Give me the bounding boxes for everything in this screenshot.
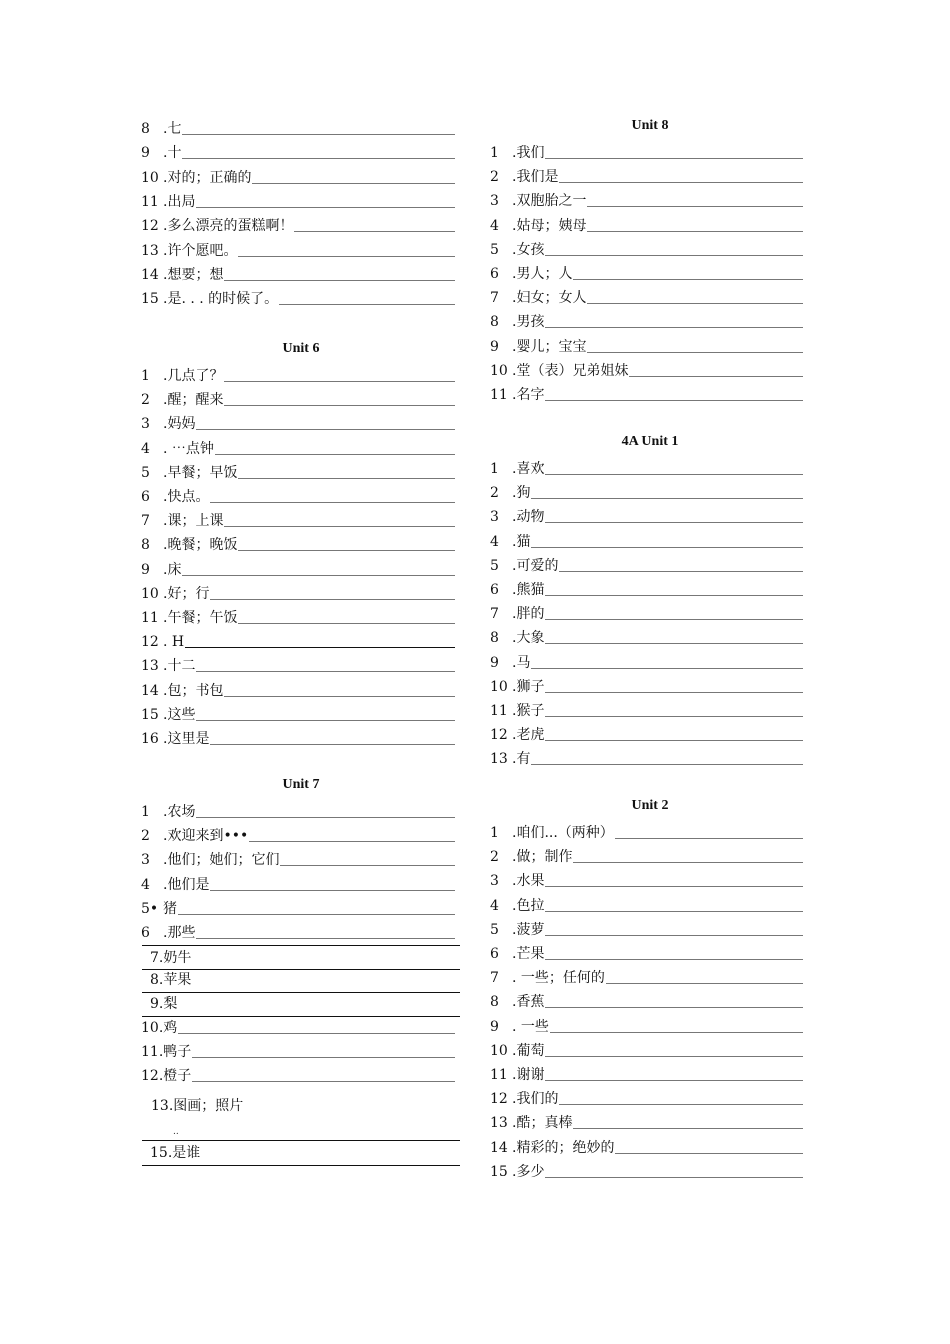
item-word: .堂（表）兄弟姐妹 — [512, 362, 629, 379]
item-number: 3 — [490, 193, 499, 210]
answer-line[interactable] — [182, 575, 455, 576]
unit8-title: Unit 8 — [631, 118, 669, 133]
item-number: 13 — [141, 242, 159, 259]
answer-line[interactable] — [545, 1177, 803, 1178]
list-item — [490, 190, 803, 210]
answer-line[interactable] — [178, 914, 455, 915]
answer-line[interactable] — [279, 304, 455, 305]
list-item — [490, 943, 803, 963]
item-word: .咱们...（两种） — [512, 825, 614, 841]
answer-line[interactable] — [559, 1104, 803, 1105]
list-item — [490, 1137, 803, 1157]
item-number: 3 — [141, 852, 150, 869]
item-number: 4 — [490, 897, 499, 914]
list-item — [490, 482, 803, 502]
list-item — [490, 967, 803, 987]
answer-line[interactable] — [196, 671, 455, 672]
answer-line[interactable] — [545, 886, 803, 887]
item-number: 1 — [490, 145, 499, 161]
answer-line[interactable] — [182, 158, 455, 159]
item-word: .菠萝 — [512, 921, 545, 938]
item-number: 11 — [490, 387, 508, 403]
item-number: 1 — [490, 461, 499, 477]
item-number: 2 — [490, 169, 499, 186]
answer-line[interactable] — [280, 865, 455, 866]
item-number: 5 — [490, 557, 499, 574]
item-word: .午餐；午饭 — [163, 610, 238, 626]
item-number: 7 — [141, 513, 150, 530]
list-item — [490, 1064, 803, 1084]
list-item — [490, 311, 803, 331]
list-item — [141, 142, 455, 162]
item-number: 4 — [490, 533, 499, 550]
list-item — [490, 627, 803, 647]
item-word: .水果 — [512, 873, 545, 890]
item-number: 16 — [141, 731, 159, 747]
item-word: .酷；真棒 — [512, 1115, 573, 1132]
item-number: 4 — [141, 440, 150, 457]
list-item — [141, 438, 455, 458]
item-number: 8 — [141, 537, 150, 554]
item-word: .狗 — [512, 485, 531, 502]
item-number: 1 — [141, 804, 150, 820]
answer-line[interactable] — [249, 841, 455, 842]
item-word: .课；上课 — [163, 513, 224, 530]
answer-line[interactable] — [224, 405, 455, 406]
item-number: 11 — [490, 1067, 508, 1083]
item-number: 13 — [490, 751, 508, 768]
answer-line[interactable] — [182, 134, 455, 135]
item-word: .这些 — [163, 706, 196, 723]
answer-line[interactable] — [545, 619, 803, 620]
item-word: .马 — [512, 654, 531, 671]
item-number: 6 — [490, 946, 499, 962]
list-item: 13.图画；照片 — [151, 1098, 244, 1114]
item-word: .欢迎来到••• — [163, 828, 249, 845]
item-word: .十二 — [163, 658, 196, 675]
list-item: 11.鸭子 — [141, 1041, 455, 1061]
item-word: .双胞胎之一 — [512, 193, 587, 210]
item-number: 12 — [141, 218, 159, 235]
item-word: .猫 — [512, 533, 531, 550]
item-number: 1 — [141, 368, 150, 384]
item-number: 13 — [490, 1115, 508, 1132]
item-number: 10 — [490, 678, 508, 695]
list-item — [141, 413, 455, 433]
item-word: .男孩 — [512, 314, 545, 331]
list-item — [490, 1088, 803, 1108]
item-word: .那些 — [163, 925, 196, 941]
item-number: 11 — [141, 610, 159, 626]
list-item — [141, 389, 455, 409]
item-number: 2 — [490, 485, 499, 502]
item-number: 8 — [490, 994, 499, 1011]
item-word: .有 — [512, 751, 531, 768]
answer-line[interactable] — [196, 938, 455, 939]
list-item — [490, 700, 803, 720]
answer-line[interactable] — [531, 498, 803, 499]
list-item-boxed: 9.梨 — [142, 992, 460, 1017]
answer-line[interactable] — [531, 547, 803, 548]
answer-line[interactable] — [238, 256, 455, 257]
answer-line[interactable] — [196, 817, 455, 818]
item-word: .芒果 — [512, 946, 545, 962]
item-number: 3 — [490, 509, 499, 526]
answer-line[interactable] — [210, 890, 455, 891]
answer-line[interactable] — [545, 740, 803, 741]
item-number: 15 — [490, 1163, 508, 1180]
item-number: 9 — [141, 561, 150, 578]
item-word: .姑母；姨母 — [512, 217, 587, 234]
item-number: 2 — [490, 849, 499, 866]
answer-line[interactable] — [545, 327, 803, 328]
item-word: .农场 — [163, 804, 196, 820]
item-word: .床 — [163, 561, 182, 578]
list-item — [141, 704, 455, 724]
answer-line[interactable] — [531, 668, 803, 669]
list-item — [490, 846, 803, 866]
list-item — [141, 510, 455, 530]
list-item — [490, 919, 803, 939]
dot-mark: .. — [173, 1127, 179, 1137]
list-item — [490, 239, 803, 259]
item-number: 10 — [141, 169, 159, 186]
list-item — [490, 215, 803, 235]
answer-line[interactable] — [196, 207, 455, 208]
answer-line[interactable] — [215, 454, 455, 455]
item-number: 5 — [490, 921, 499, 938]
item-number: 4 — [141, 876, 150, 893]
item-number: 5 — [141, 464, 150, 481]
item-word: .老虎 — [512, 727, 545, 744]
item-word: .我们 — [512, 145, 545, 161]
list-item — [490, 822, 803, 842]
item-number: 8 — [490, 630, 499, 647]
list-item — [141, 631, 455, 651]
answer-line[interactable] — [545, 911, 803, 912]
answer-line[interactable] — [573, 1128, 803, 1129]
list-item — [141, 801, 455, 821]
item-number: 8 — [141, 121, 150, 137]
list-item — [490, 1016, 803, 1036]
item-word: .我们的 — [512, 1091, 559, 1108]
list-item — [490, 652, 803, 672]
unit4a1-title: 4A Unit 1 — [621, 434, 679, 449]
item-word: .他们；她们；它们 — [163, 852, 280, 869]
list-item — [490, 384, 803, 404]
item-number: 2 — [141, 392, 150, 409]
list-item — [141, 191, 455, 211]
answer-line[interactable] — [545, 643, 803, 644]
item-number: 2 — [141, 828, 150, 845]
answer-line[interactable] — [573, 279, 803, 280]
answer-line[interactable] — [545, 1080, 803, 1081]
answer-line[interactable] — [224, 526, 455, 527]
answer-line[interactable] — [559, 182, 803, 183]
answer-line[interactable] — [606, 983, 803, 984]
list-item: 10.鸡 — [141, 1017, 455, 1037]
list-item — [141, 583, 455, 603]
item-number: 12 — [141, 634, 159, 651]
answer-line[interactable] — [210, 599, 455, 600]
item-number: 12 — [490, 1091, 508, 1108]
list-item — [141, 849, 455, 869]
answer-line[interactable] — [615, 838, 803, 839]
list-item — [141, 118, 455, 138]
item-number: 5 — [490, 241, 499, 258]
list-item — [490, 336, 803, 356]
item-number: 6 — [490, 582, 499, 598]
list-item — [490, 1112, 803, 1132]
list-item-boxed: 7.奶牛 — [142, 945, 460, 970]
item-number: 10 — [141, 585, 159, 602]
answer-line[interactable] — [185, 647, 455, 648]
item-word: .十 — [163, 145, 182, 162]
item-word: .是. . . 的时候了。 — [163, 291, 279, 308]
answer-line[interactable] — [573, 862, 803, 863]
item-word: . 一些；任何的 — [512, 970, 605, 987]
list-item — [141, 728, 455, 748]
answer-line[interactable] — [294, 231, 455, 232]
item-number: 10 — [490, 362, 508, 379]
item-number: 8 — [490, 314, 499, 331]
item-number: 3 — [141, 416, 150, 433]
item-number: 7 — [490, 606, 499, 623]
item-word: .香蕉 — [512, 994, 545, 1011]
item-number: 14 — [141, 266, 159, 283]
item-word: .他们是 — [163, 876, 210, 893]
unit6-title: Unit 6 — [282, 341, 320, 356]
list-item — [490, 142, 803, 162]
item-word: . H — [163, 634, 185, 651]
item-word: . 一些 — [512, 1018, 549, 1035]
answer-line[interactable] — [545, 400, 803, 401]
item-word: .女孩 — [512, 241, 545, 258]
item-word: .动物 — [512, 509, 545, 526]
item-number: 9 — [490, 1018, 499, 1035]
item-number: 9 — [490, 338, 499, 355]
item-number: 9 — [490, 654, 499, 671]
answer-line[interactable] — [550, 1032, 803, 1033]
answer-line[interactable] — [545, 692, 803, 693]
item-word: .熊猫 — [512, 582, 545, 598]
item-number: 14 — [490, 1139, 508, 1156]
answer-line[interactable] — [238, 623, 455, 624]
list-item — [490, 506, 803, 526]
list-item — [141, 607, 455, 627]
item-word: .狮子 — [512, 678, 545, 695]
list-item-boxed: 8.苹果 — [142, 968, 460, 993]
item-word: .谢谢 — [512, 1067, 545, 1083]
item-word: .对的；正确的 — [163, 169, 252, 186]
item-number: 11 — [141, 193, 159, 210]
item-number: 4 — [490, 217, 499, 234]
list-item — [141, 898, 455, 918]
list-item — [141, 167, 455, 187]
item-word: .晚餐；晚饭 — [163, 537, 238, 554]
list-item — [490, 870, 803, 890]
list-item — [141, 559, 455, 579]
item-word: .猴子 — [512, 703, 545, 719]
list-item — [141, 288, 455, 308]
list-item — [141, 655, 455, 675]
unit7-title: Unit 7 — [282, 777, 320, 792]
item-word: .快点。 — [163, 489, 210, 505]
answer-line[interactable] — [545, 595, 803, 596]
item-number: 6 — [490, 266, 499, 282]
item-word: .这里是 — [163, 731, 210, 747]
answer-line[interactable] — [629, 376, 803, 377]
list-item — [490, 263, 803, 283]
answer-line[interactable] — [587, 206, 803, 207]
item-number: 1 — [490, 825, 499, 841]
list-item — [490, 748, 803, 768]
item-word: .精彩的；绝妙的 — [512, 1139, 615, 1156]
item-number: 9 — [141, 145, 150, 162]
answer-line[interactable] — [587, 303, 803, 304]
item-word: .好；行 — [163, 585, 210, 602]
item-word: .多少 — [512, 1163, 545, 1180]
answer-line[interactable] — [545, 158, 803, 159]
item-word: .许个愿吧。 — [163, 242, 238, 259]
item-word: .七 — [163, 121, 182, 137]
item-number: 14 — [141, 682, 159, 699]
list-item — [141, 462, 455, 482]
answer-line[interactable] — [196, 429, 455, 430]
item-number: 5• — [141, 900, 159, 917]
list-item — [490, 676, 803, 696]
list-item — [141, 486, 455, 506]
item-number: 7 — [490, 970, 499, 987]
item-word: .出局 — [163, 193, 196, 210]
item-word: .胖的 — [512, 606, 545, 623]
list-item — [490, 724, 803, 744]
answer-line[interactable] — [224, 696, 455, 697]
answer-line[interactable] — [545, 935, 803, 936]
list-item — [490, 531, 803, 551]
list-item — [141, 365, 455, 385]
list-item — [490, 991, 803, 1011]
answer-line[interactable] — [545, 716, 803, 717]
item-word: .醒；醒来 — [163, 392, 224, 409]
answer-line[interactable] — [531, 764, 803, 765]
item-word: .妇女；女人 — [512, 290, 587, 307]
list-item — [141, 825, 455, 845]
item-word: .色拉 — [512, 897, 545, 914]
item-number: 3 — [490, 873, 499, 890]
list-item: 12.橙子 — [141, 1065, 455, 1085]
answer-line[interactable] — [545, 522, 803, 523]
answer-line[interactable] — [545, 959, 803, 960]
list-item — [141, 240, 455, 260]
answer-line[interactable] — [224, 381, 455, 382]
item-word: .婴儿；宝宝 — [512, 338, 587, 355]
answer-line[interactable] — [545, 1007, 803, 1008]
list-item — [490, 166, 803, 186]
item-word: .做；制作 — [512, 849, 573, 866]
item-number: 15 — [141, 291, 159, 308]
unit2-title: Unit 2 — [631, 798, 669, 813]
answer-line[interactable] — [545, 255, 803, 256]
list-item — [490, 458, 803, 478]
item-word: .想要；想 — [163, 266, 224, 283]
list-item-boxed: 15.是谁 — [142, 1140, 460, 1166]
item-number: 11 — [490, 703, 508, 719]
answer-line[interactable] — [210, 502, 455, 503]
list-item — [490, 895, 803, 915]
answer-line[interactable] — [224, 280, 455, 281]
item-word: .葡萄 — [512, 1042, 545, 1059]
list-item — [490, 603, 803, 623]
answer-line[interactable] — [196, 720, 455, 721]
item-number: 6 — [141, 489, 150, 505]
answer-line[interactable] — [545, 1056, 803, 1057]
item-word: 猪 — [163, 900, 177, 917]
item-word: .多么漂亮的蛋糕啊！ — [163, 218, 294, 235]
list-item — [141, 680, 455, 700]
item-number: 7 — [490, 290, 499, 307]
list-item — [141, 215, 455, 235]
item-word: .可爱的 — [512, 557, 559, 574]
list-item — [141, 534, 455, 554]
item-word: .男人；人 — [512, 266, 573, 282]
item-word: .名字 — [512, 387, 545, 403]
answer-line[interactable] — [587, 352, 803, 353]
list-item — [490, 1040, 803, 1060]
answer-line[interactable] — [238, 478, 455, 479]
answer-line[interactable] — [238, 550, 455, 551]
item-word: .包；书包 — [163, 682, 224, 699]
item-number: 13 — [141, 658, 159, 675]
list-item — [141, 264, 455, 284]
item-word: . ⋯点钟 — [163, 440, 214, 457]
item-word: .我们是 — [512, 169, 559, 186]
item-word: .早餐；早饭 — [163, 464, 238, 481]
answer-line[interactable] — [615, 1153, 803, 1154]
answer-line[interactable] — [587, 231, 803, 232]
list-item — [141, 874, 455, 894]
item-number: 15 — [141, 706, 159, 723]
answer-line[interactable] — [559, 571, 803, 572]
list-item — [490, 360, 803, 380]
list-item — [490, 1161, 803, 1181]
item-word: .几点了？ — [163, 368, 224, 384]
answer-line[interactable] — [545, 474, 803, 475]
item-number: 6 — [141, 925, 150, 941]
item-word: .喜欢 — [512, 461, 545, 477]
list-item — [490, 579, 803, 599]
answer-line[interactable] — [210, 744, 455, 745]
list-item — [490, 287, 803, 307]
answer-line[interactable] — [252, 183, 455, 184]
item-number: 12 — [490, 727, 508, 744]
item-word: .大象 — [512, 630, 545, 647]
list-item — [141, 922, 455, 942]
list-item — [490, 555, 803, 575]
item-word: .妈妈 — [163, 416, 196, 433]
item-number: 10 — [490, 1042, 508, 1059]
